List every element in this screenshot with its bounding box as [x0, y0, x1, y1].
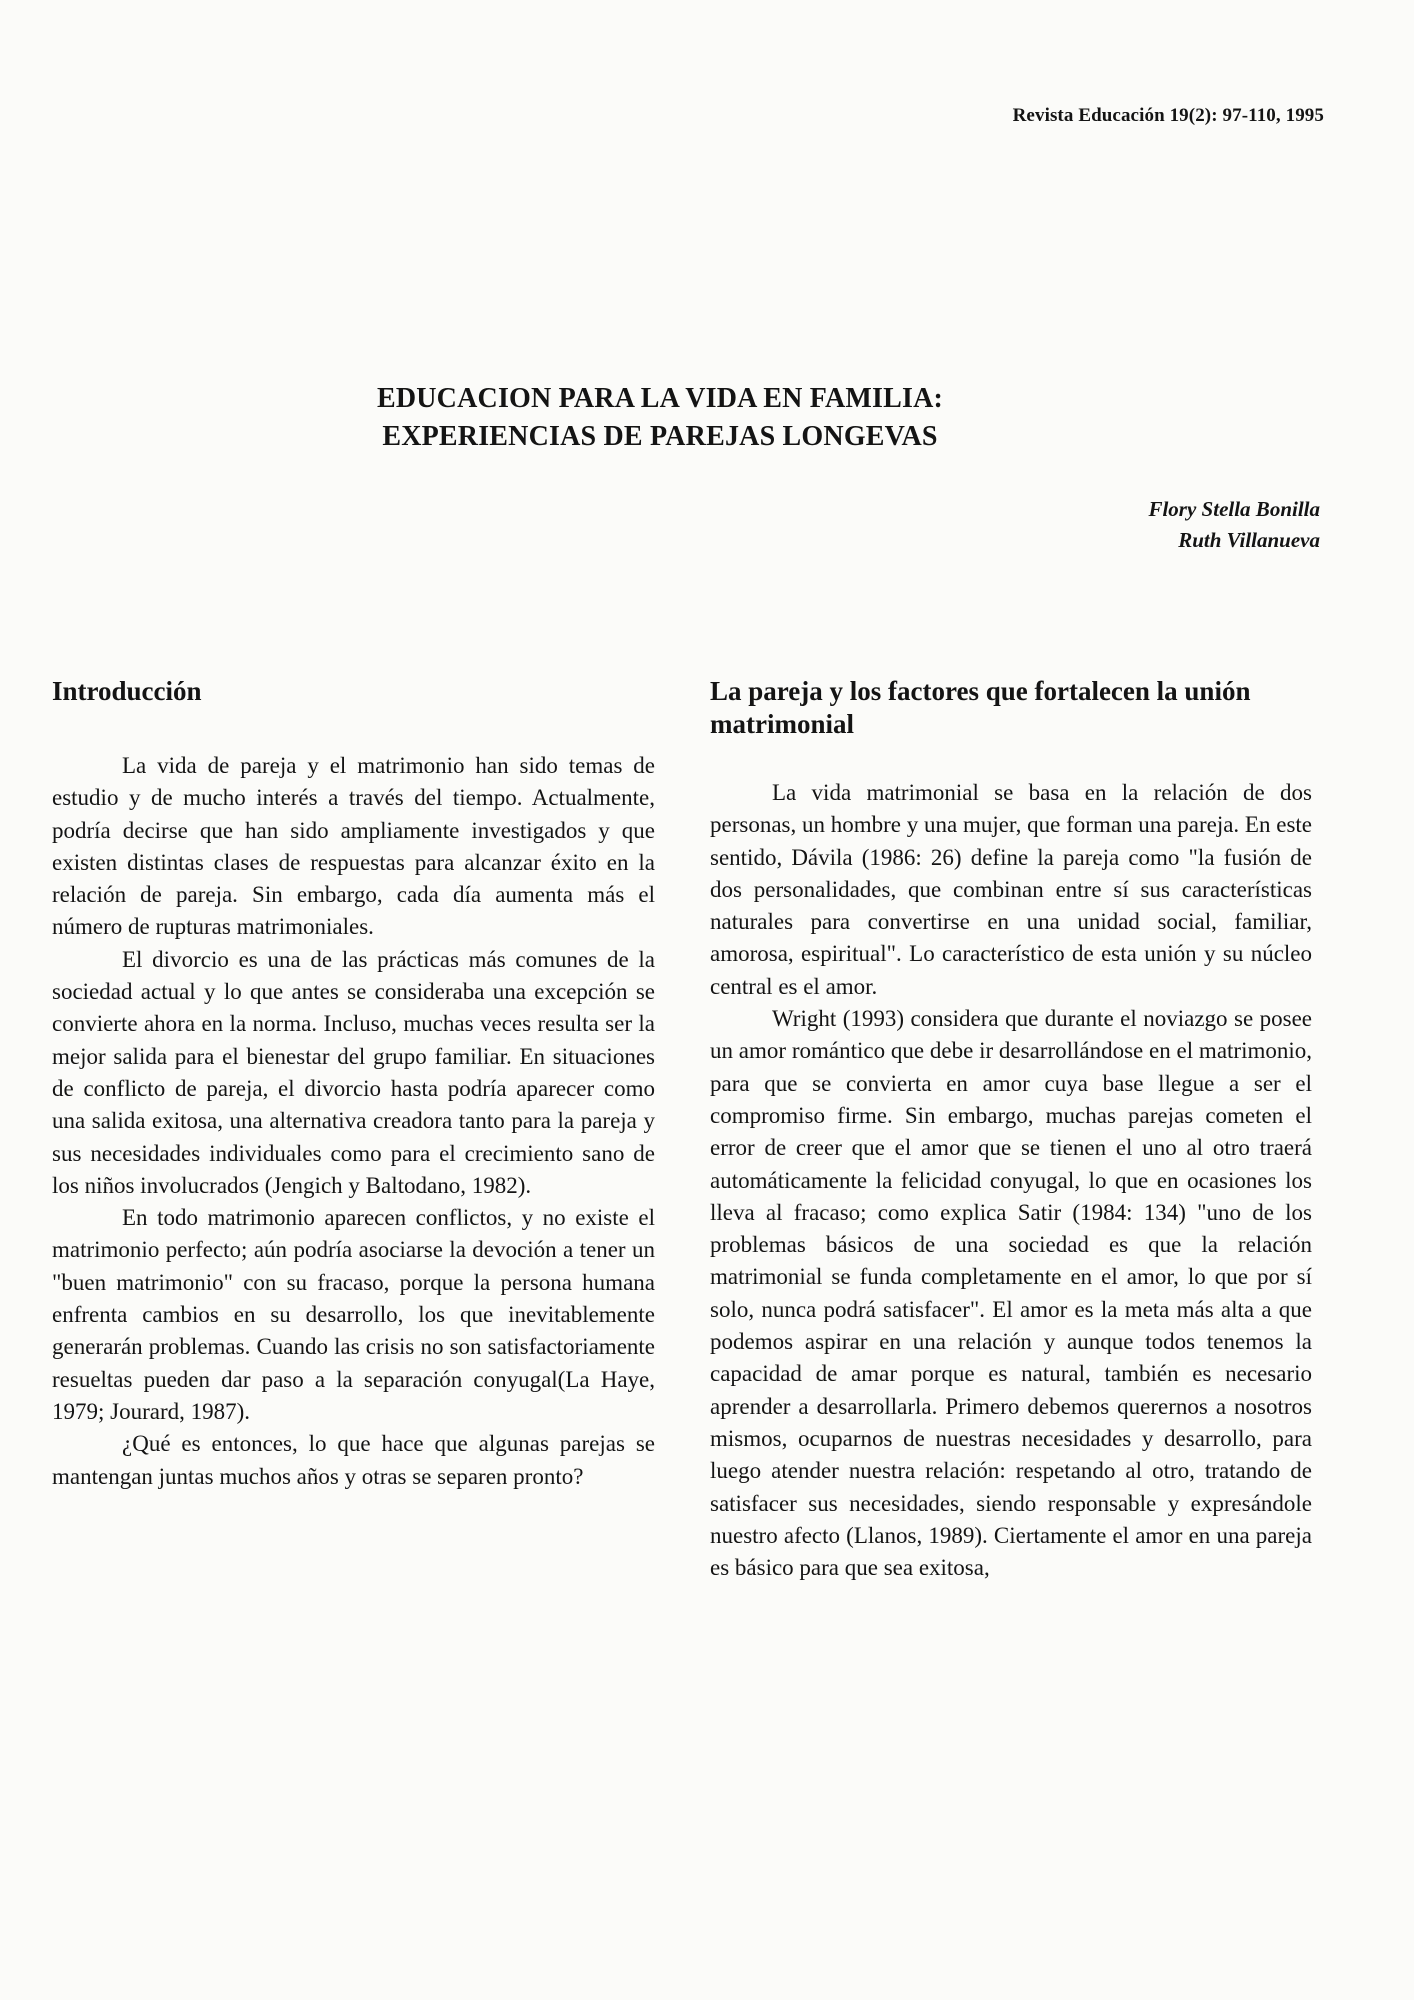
section-heading-introduccion: Introducción: [52, 676, 202, 706]
journal-citation: Revista Educación 19(2): 97-110, 1995: [1012, 105, 1324, 126]
article-title: [250, 380, 1070, 456]
paragraph: Wright (1993) considera que durante el noviazgo se posee un amor romántico que debe ir desarrollándose en el matrimonio, para que se convierta en amor cuya base llegue a ser el compromiso firme. Sin embargo, muchas parejas cometen el error de creer que el amor que se tienen el uno al otro traerá automáticamente la felicidad conyugal, lo que en ocasiones los lleva al fracaso; como explica Satir (1984: 134) "uno de los problemas básicos de una sociedad es que la relación matrimonial se funda completamente en el amor, lo que por sí solo, nunca podrá satisfacer". El amor es la meta más alta a que podemos aspirar en una relación y aunque todos tenemos la capacidad de amar porque es natural, también es necesario aprender a desarrollarla. Primero debemos querernos a nosotros mismos, ocuparnos de nuestras necesidades y desarrollo, para luego atender nuestra relación: respetando al otro, tratando de satisfacer sus necesidades, siendo responsable y expresándole nuestro afecto (Llanos, 1989). Ciertamente el amor en una pareja es básico para que sea exitosa,: [710, 1006, 1312, 1581]
left-column: [52, 675, 655, 1493]
paragraph: En todo matrimonio aparecen conflictos, y no existe el matrimonio perfecto; aún podría asociarse la devoción a tener un "buen matrimonio" con su fracaso, porque la persona humana enfrenta cambios en su desarrollo, los que inevitablemente generarán problemas. Cuando las crisis no son satisfactoriamente resueltas pueden dar paso a la separación conyugal(La Haye, 1979; Jourard, 1987).: [52, 1205, 655, 1424]
title-line-1: EDUCACION PARA LA VIDA EN FAMILIA:: [376, 383, 944, 414]
right-column: [710, 675, 1312, 1584]
paragraph: El divorcio es una de las prácticas más comunes de la sociedad actual y lo que antes se consideraba una excepción se convierte ahora en la norma. Incluso, muchas veces resulta ser la mejor salida para el bienestar del grupo familiar. En situaciones de conflicto de pareja, el divorcio hasta podría aparecer como una salida exitosa, una alternativa creadora tanto para la pareja y sus necesidades individuales como para el crecimiento sano de los niños involucrados (Jengich y Baltodano, 1982).: [52, 946, 655, 1198]
author-2: Ruth Villanueva: [1178, 528, 1320, 552]
author-1: Flory Stella Bonilla: [1148, 497, 1320, 521]
paragraph: ¿Qué es entonces, lo que hace que algunas parejas se mantengan juntas muchos años y otras se separen pronto?: [52, 1431, 655, 1489]
paragraph: La vida de pareja y el matrimonio han sido temas de estudio y de mucho interés a través del tiempo. Actualmente, podría decirse que han sido ampliamente investigados y que existen distintas clases de respuestas para alcanzar éxito en la relación de pareja. Sin embargo, cada día aumenta más el número de rupturas matrimoniales.: [52, 753, 655, 940]
title-line-2: EXPERIENCIAS DE PAREJAS LONGEVAS: [382, 421, 938, 452]
section-heading-pareja: La pareja y los factores que fortalecen la unión matrimonial: [710, 676, 1251, 739]
author-list: [1148, 494, 1320, 556]
paragraph: La vida matrimonial se basa en la relación de dos personas, un hombre y una mujer, que forman una pareja. En este sentido, Dávila (1986: 26) define la pareja como "la fusión de dos personalidades, que combinan entre sí sus características naturales para convertirse en una unidad social, familiar, amorosa, espiritual". Lo característico de esta unión y su núcleo central es el amor.: [710, 780, 1312, 999]
